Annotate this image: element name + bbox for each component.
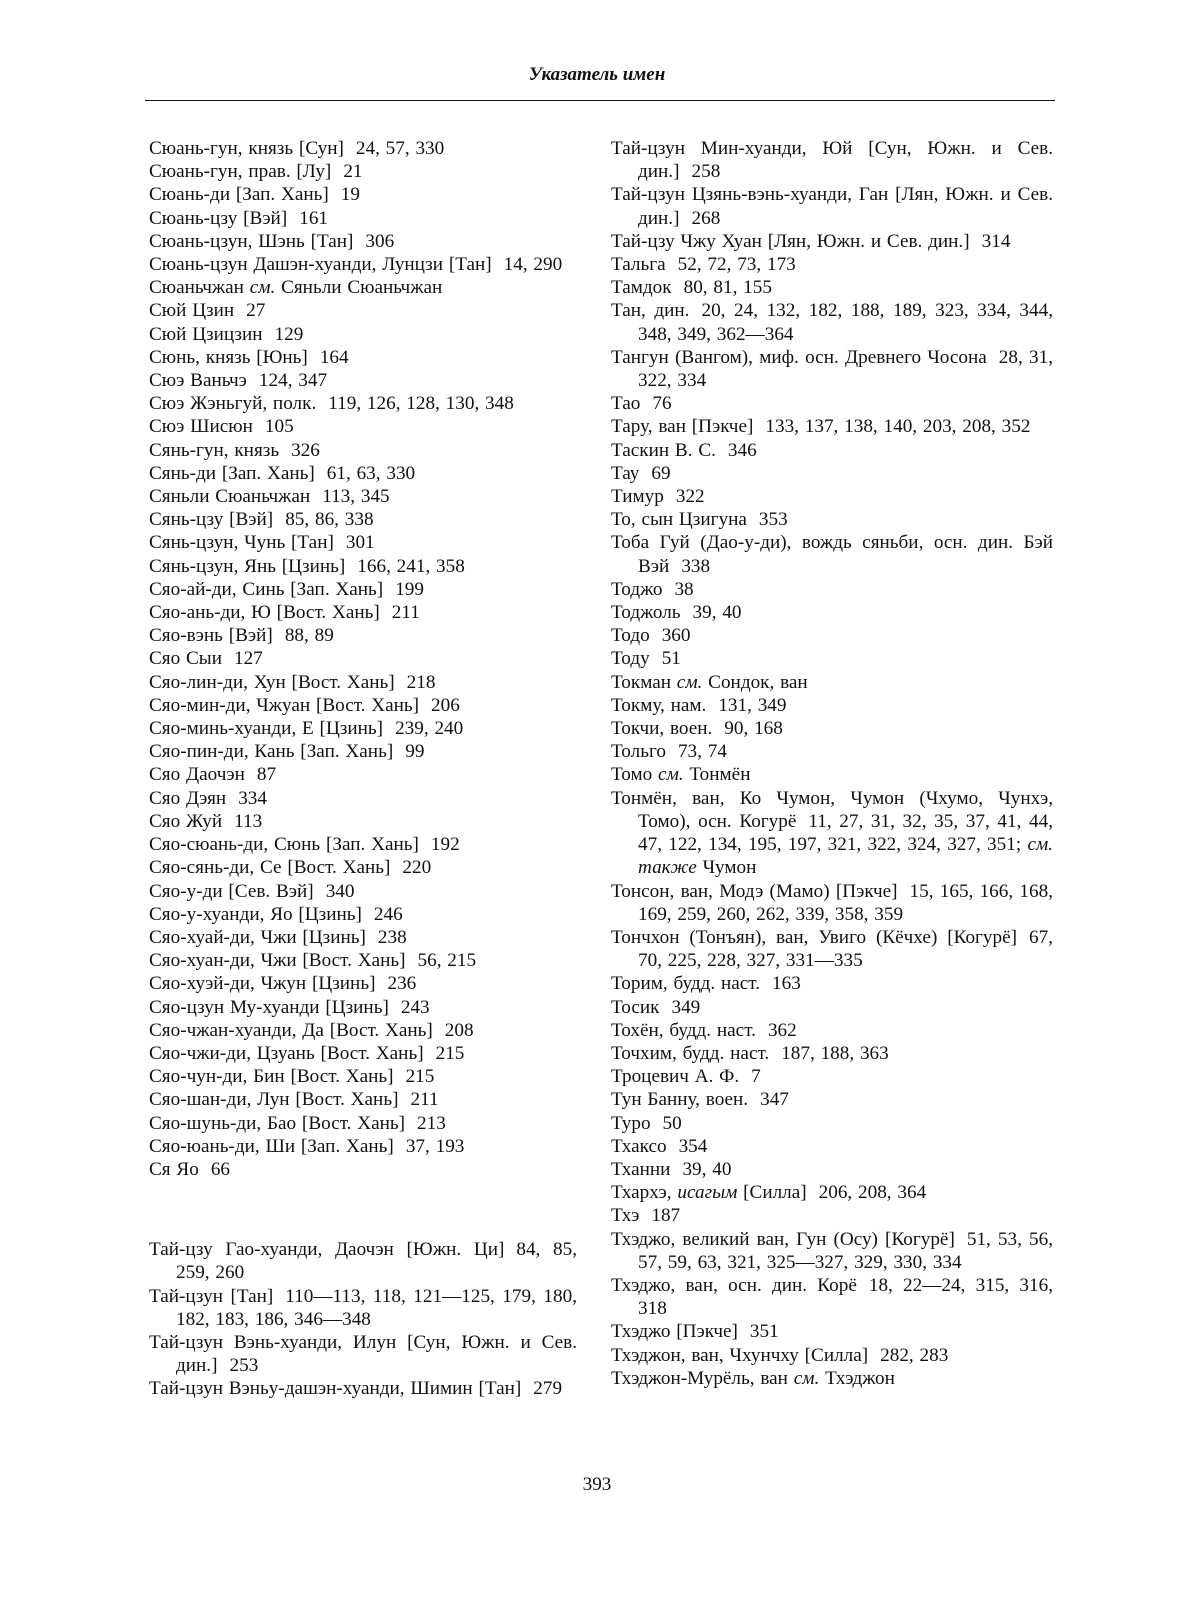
- entry-name: Тоду: [611, 648, 650, 670]
- page-number: 393: [582, 1474, 612, 1495]
- entry-name: Сяо Сыи: [149, 648, 222, 670]
- index-entry: [611, 230, 1053, 253]
- index-entry: [149, 1135, 577, 1158]
- entry-name: Сюань-ди [Зап. Хань]: [149, 184, 329, 206]
- entry-pages: 105: [264, 416, 294, 438]
- entry-name: Тан, дин.: [611, 300, 690, 322]
- entry-name: Тай-цзун Вэньу-дашэн-хуанди, Шимин [Тан]: [149, 1378, 522, 1400]
- entry-name: Тангун (Вангом), миф. осн. Древнего Чосона: [611, 346, 987, 368]
- entry-name: Тольго: [611, 741, 666, 763]
- entry-pages: 7: [751, 1066, 761, 1088]
- entry-pages: 67, 70, 225, 228, 327, 331—335: [638, 926, 1053, 972]
- entry-pages: 56, 215: [417, 950, 477, 972]
- entry-pages: 238: [377, 926, 407, 948]
- entry-pages: 20, 24, 132, 182, 188, 189, 323, 334, 344, 348, 349, 362—364: [638, 300, 1053, 345]
- entry-pages: 187, 188, 363: [781, 1042, 889, 1064]
- entry-pages: 243: [400, 996, 430, 1018]
- entry-pages: 133, 137, 138, 140, 203, 208, 352: [765, 416, 1031, 438]
- entry-pages: 73, 74: [677, 741, 727, 763]
- entry-name: То, сын Цзигуна: [611, 509, 747, 531]
- entry-pages: 353: [758, 509, 788, 531]
- entry-name: Сяо-у-хуанди, Яо [Цзинь]: [149, 903, 362, 925]
- index-entry: [611, 137, 1053, 183]
- index-entry: [149, 230, 577, 253]
- index-entry: [149, 624, 577, 647]
- entry-pages: 347: [760, 1089, 789, 1111]
- entry-name: Сяо-минь-хуанди, Е [Цзинь]: [149, 718, 384, 740]
- see-also-target: Чумон: [702, 857, 757, 879]
- see-reference-label: см.: [249, 277, 276, 299]
- entry-name: Сяо-сюань-ди, Сюнь [Зап. Хань]: [149, 834, 419, 856]
- entry-pages: 213: [417, 1112, 446, 1134]
- index-entry: [149, 833, 577, 856]
- entry-pages: 334: [238, 787, 267, 809]
- entry-pages: 119, 126, 128, 130, 348: [328, 393, 514, 415]
- index-entry: [611, 1158, 1053, 1181]
- entry-pages: 113: [234, 810, 263, 832]
- entry-name: Тай-цзун Вэнь-хуанди, Илун [Сун, Южн. и Сев. дин.]: [149, 1331, 577, 1377]
- entry-pages: 211: [391, 602, 420, 624]
- index-entry: [149, 1042, 577, 1065]
- see-reference-target: Тонмён: [689, 764, 751, 786]
- entry-name: Сяо-шан-ди, Лун [Вост. Хань]: [149, 1089, 399, 1111]
- index-entry: [149, 578, 577, 601]
- index-entry: [611, 926, 1053, 972]
- entry-name: Тонмён, ван, Ко Чумон, Чумон (Чхумо, Чунхэ, Томо), осн. Когурё: [611, 787, 1053, 832]
- entry-pages: 166, 241, 358: [357, 555, 465, 577]
- index-entry: [149, 787, 577, 810]
- index-entry: [611, 1228, 1053, 1274]
- index-entry: [149, 601, 577, 624]
- index-entry: [611, 439, 1053, 462]
- entry-name: Туро: [611, 1112, 651, 1134]
- entry-name: Тун Банну, воен.: [611, 1089, 749, 1111]
- entry-name: Сяо-юань-ди, Ши [Зап. Хань]: [149, 1135, 394, 1157]
- entry-pages: 346: [727, 439, 757, 461]
- entry-name: Сюань-цзун, Шэнь [Тан]: [149, 230, 354, 252]
- index-entry: [149, 183, 577, 206]
- entry-name: Тхэджо, ван, осн. дин. Корё: [611, 1274, 857, 1296]
- index-entry: [149, 485, 577, 508]
- index-entry: [611, 671, 1053, 694]
- index-entry: [611, 1065, 1053, 1088]
- entry-name: Тхархэ,: [611, 1182, 672, 1204]
- entry-pages: 18, 22—24, 315, 316, 318: [638, 1274, 1053, 1320]
- entry-title: исагым: [677, 1182, 738, 1204]
- entry-pages: 279: [533, 1378, 563, 1400]
- entry-name: Тхэджо [Пэкче]: [611, 1321, 738, 1343]
- entry-name: Тхэджо, великий ван, Гун (Осу) [Когурё]: [611, 1228, 955, 1250]
- entry-name: Сянь-цзун, Янь [Цзинь]: [149, 555, 346, 577]
- entry-pages: 253: [229, 1355, 259, 1377]
- entry-name: Ся Яо: [149, 1158, 199, 1180]
- index-entry: [149, 1112, 577, 1135]
- entry-name: Томо: [611, 764, 653, 786]
- index-entry: [149, 647, 577, 670]
- index-entry: [149, 763, 577, 786]
- entry-name: Сяо-ай-ди, Синь [Зап. Хань]: [149, 578, 384, 600]
- index-entry: [611, 1320, 1053, 1343]
- see-reference-label: см.: [676, 671, 703, 693]
- entry-name: Сяо-хуан-ди, Чжи [Вост. Хань]: [149, 950, 406, 972]
- index-entry: [611, 1204, 1053, 1227]
- entry-pages: 127: [233, 648, 263, 670]
- entry-name: Сяо-шунь-ди, Бао [Вост. Хань]: [149, 1112, 406, 1134]
- entry-name: Тхэджон, ван, Чхунчху [Силла]: [611, 1344, 869, 1366]
- entry-name: Тай-цзун Мин-хуанди, Юй [Сун, Южн. и Сев. дин.]: [611, 138, 1053, 183]
- entry-pages: 61, 63, 330: [326, 462, 416, 484]
- index-entry: [149, 1285, 577, 1331]
- entry-name: Токман: [611, 671, 671, 693]
- entry-pages: 206: [431, 694, 460, 716]
- index-entry: [149, 671, 577, 694]
- entry-pages: 164: [319, 346, 349, 368]
- entry-name: Тау: [611, 462, 640, 484]
- entry-name: Тхаксо: [611, 1135, 667, 1157]
- index-entry: [611, 462, 1053, 485]
- entry-name: Тару, ван [Пэкче]: [611, 416, 754, 438]
- index-entry: [611, 1112, 1053, 1135]
- entry-pages: 161: [299, 207, 328, 229]
- index-entry: [611, 253, 1053, 276]
- entry-name: Сяо-сянь-ди, Се [Вост. Хань]: [149, 857, 391, 879]
- entry-pages: 50: [662, 1112, 682, 1134]
- entry-name: Сяо-лин-ди, Хун [Вост. Хань]: [149, 671, 395, 693]
- entry-pages: 37, 193: [405, 1135, 465, 1157]
- entry-name: Тхэ: [611, 1205, 640, 1227]
- index-entry: [149, 415, 577, 438]
- index-entry: [611, 346, 1053, 392]
- entry-name: Сянь-цзу [Вэй]: [149, 509, 274, 531]
- entry-pages: 51: [661, 648, 681, 670]
- index-entry: [611, 1274, 1053, 1320]
- entry-name: Сюй Цзицзин: [149, 323, 263, 345]
- index-entry: [611, 276, 1053, 299]
- index-entry: [611, 531, 1053, 577]
- index-entry: [149, 207, 577, 230]
- index-entry: [611, 717, 1053, 740]
- index-entry: [611, 415, 1053, 438]
- entry-pages: 340: [325, 880, 355, 902]
- entry-name: Сюэ Ваньчэ: [149, 370, 247, 392]
- index-entry: [149, 346, 577, 369]
- entry-pages: 52, 72, 73, 173: [677, 254, 796, 276]
- index-entry: [611, 1135, 1053, 1158]
- index-entry: [611, 694, 1053, 717]
- entry-pages: 314: [981, 230, 1011, 252]
- entry-pages: 27: [246, 300, 266, 322]
- entry-name: Тальга: [611, 254, 666, 276]
- entry-name: Сюань-гун, князь [Сун]: [149, 138, 344, 159]
- entry-pages: 80, 81, 155: [683, 277, 772, 299]
- entry-name-tail: [Силла]: [743, 1182, 807, 1204]
- entry-pages: 38: [674, 578, 694, 600]
- index-entry: [149, 996, 577, 1019]
- entry-name: Сюаньчжан: [149, 277, 244, 299]
- entry-pages: 11, 27, 31, 32, 35, 37, 41, 44, 47, 122, 134, 195, 197, 321, 322, 324, 327, 351;: [638, 810, 1053, 856]
- index-entry: [149, 392, 577, 415]
- index-entry: [611, 299, 1053, 345]
- entry-pages: 124, 347: [258, 370, 328, 392]
- entry-name: Сюнь, князь [Юнь]: [149, 346, 308, 368]
- entry-pages: 220: [402, 857, 432, 879]
- entry-name: Сюй Цзин: [149, 300, 235, 322]
- running-head: Указатель имен: [528, 64, 666, 85]
- entry-name: Сяо Жуй: [149, 810, 223, 832]
- entry-pages: 90, 168: [724, 718, 783, 740]
- index-entry: [611, 508, 1053, 531]
- header-rule: [145, 100, 1055, 101]
- entry-name: Тоджоль: [611, 602, 681, 624]
- index-entry: [611, 1181, 1053, 1204]
- index-entry: [149, 1331, 577, 1377]
- entry-name: Сяо-чун-ди, Бин [Вост. Хань]: [149, 1066, 394, 1088]
- entry-name: Сюэ Жэньгуй, полк.: [149, 393, 317, 415]
- index-entry: [149, 1158, 577, 1181]
- entry-pages: 360: [661, 625, 691, 647]
- index-entry: [611, 996, 1053, 1019]
- index-entry: [149, 137, 577, 160]
- entry-pages: 349: [671, 996, 701, 1018]
- entry-pages: 218: [406, 671, 436, 693]
- entry-name: Тосик: [611, 996, 660, 1018]
- entry-pages: 19: [340, 184, 360, 206]
- entry-name: Сянь-гун, князь: [149, 439, 280, 461]
- entry-pages: 163: [772, 973, 801, 995]
- entry-pages: 66: [210, 1158, 230, 1180]
- entry-name: Тончхон (Тонъян), ван, Увиго (Кёчхе) [Когурё]: [611, 926, 1018, 948]
- entry-pages: 187: [651, 1205, 681, 1227]
- entry-pages: 113, 345: [322, 486, 390, 508]
- index-entry: [611, 485, 1053, 508]
- see-reference-label: см.: [793, 1367, 820, 1389]
- index-column-left: [149, 137, 577, 1401]
- see-also-label: см. также: [638, 834, 1053, 879]
- index-column-right: [611, 137, 1053, 1390]
- entry-name: Сюань-цзун Дашэн-хуанди, Лунцзи [Тан]: [149, 254, 492, 276]
- index-entry: [611, 1088, 1053, 1111]
- entry-name: Сюань-цзу [Вэй]: [149, 207, 288, 229]
- entry-name: Тоджо: [611, 578, 663, 600]
- entry-name: Сянь-ди [Зап. Хань]: [149, 462, 315, 484]
- index-entry: [611, 647, 1053, 670]
- entry-name: Токчи, воен.: [611, 718, 713, 740]
- entry-name: Сяо Даочэн: [149, 764, 245, 786]
- entry-pages: 131, 349: [718, 694, 787, 716]
- entry-name: Сюэ Шисюн: [149, 416, 253, 438]
- entry-pages: 306: [365, 230, 395, 252]
- entry-pages: 199: [395, 578, 424, 600]
- index-entry: [611, 787, 1053, 880]
- index-entry: [149, 694, 577, 717]
- entry-name: Точхим, будд. наст.: [611, 1042, 770, 1064]
- entry-pages: 362: [767, 1019, 797, 1041]
- index-entry: [149, 1377, 577, 1400]
- entry-name: Сяо-цзун Му-хуанди [Цзинь]: [149, 996, 389, 1018]
- entry-name: Сяо-чжан-хуанди, Да [Вост. Хань]: [149, 1019, 433, 1041]
- letter-group-gap: [149, 1181, 577, 1238]
- index-entry: [149, 856, 577, 879]
- see-reference-label: см.: [658, 764, 684, 786]
- entry-name: Сянь-цзун, Чунь [Тан]: [149, 532, 334, 554]
- entry-pages: 208: [444, 1019, 474, 1041]
- index-entry: [149, 740, 577, 763]
- index-entry: [149, 323, 577, 346]
- entry-name: Тхэджон-Мурёль, ван: [611, 1367, 788, 1389]
- entry-name: Тонсон, ван, Модэ (Мамо) [Пэкче]: [611, 880, 898, 902]
- entry-name: Сяо-хуэй-ди, Чжун [Цзинь]: [149, 973, 376, 995]
- entry-pages: 110—113, 118, 121—125, 179, 180, 182, 183, 186, 346—348: [176, 1285, 577, 1330]
- index-entry: [149, 508, 577, 531]
- entry-name: Тай-цзу Гао-хуанди, Даочэн [Южн. Ци]: [149, 1239, 505, 1261]
- index-entry: [149, 369, 577, 392]
- entry-pages: 354: [678, 1135, 708, 1157]
- entry-pages: 192: [430, 834, 460, 856]
- entry-name: Сюань-гун, прав. [Лу]: [149, 161, 332, 183]
- index-entry: [149, 439, 577, 462]
- entry-name: Тодо: [611, 625, 650, 647]
- entry-pages: 15, 165, 166, 168, 169, 259, 260, 262, 339, 358, 359: [638, 880, 1053, 925]
- entry-pages: 21: [343, 161, 363, 183]
- entry-pages: 322: [675, 486, 705, 508]
- index-entry: [611, 972, 1053, 995]
- entry-pages: 99: [405, 741, 425, 763]
- index-entry: [149, 810, 577, 833]
- entry-name: Сяо-вэнь [Вэй]: [149, 625, 273, 647]
- see-reference-target: Тхэджон: [825, 1367, 895, 1389]
- index-entry: [149, 1238, 577, 1284]
- entry-pages: 351: [749, 1321, 779, 1343]
- index-entry: [611, 392, 1053, 415]
- entry-pages: 76: [652, 393, 672, 415]
- entry-pages: 211: [410, 1089, 439, 1111]
- entry-pages: 338: [681, 555, 711, 577]
- entry-pages: 24, 57, 330: [355, 138, 445, 159]
- index-entry: [149, 926, 577, 949]
- index-entry: [149, 880, 577, 903]
- see-reference-target: Сяньли Сюаньчжан: [281, 277, 443, 299]
- index-entry: [149, 555, 577, 578]
- entry-name: Тай-цзун [Тан]: [149, 1285, 274, 1307]
- entry-pages: 69: [651, 462, 671, 484]
- entry-pages: 301: [345, 532, 375, 554]
- entry-pages: 239, 240: [395, 718, 464, 740]
- entry-pages: 14, 290: [503, 254, 563, 276]
- index-entry: [149, 717, 577, 740]
- entry-pages: 215: [405, 1066, 435, 1088]
- index-entry: [149, 1065, 577, 1088]
- entry-name: Троцевич А. Ф.: [611, 1066, 740, 1088]
- index-entry: [149, 903, 577, 926]
- entry-name: Сяо-ань-ди, Ю [Вост. Хань]: [149, 602, 380, 624]
- entry-name: Тай-цзу Чжу Хуан [Лян, Южн. и Сев. дин.]: [611, 230, 970, 252]
- entry-name: Тай-цзун Цзянь-вэнь-хуанди, Ган [Лян, Южн. и Сев. дин.]: [611, 184, 1053, 229]
- index-entry: [611, 1042, 1053, 1065]
- index-entry: [611, 1367, 1053, 1390]
- index-entry: [611, 601, 1053, 624]
- entry-name: Токму, нам.: [611, 694, 707, 716]
- index-entry: [611, 1344, 1053, 1367]
- entry-name: Сяо-у-ди [Сев. Вэй]: [149, 880, 314, 902]
- entry-pages: 258: [691, 161, 721, 183]
- entry-name: Сяо Дэян: [149, 787, 227, 809]
- entry-pages: 84, 85, 259, 260: [176, 1239, 578, 1284]
- entry-name: Сяньли Сюаньчжан: [149, 486, 311, 508]
- entry-pages: 51, 53, 56, 57, 59, 63, 321, 325—327, 329, 330, 334: [638, 1228, 1053, 1273]
- entry-pages: 28, 31, 322, 334: [638, 346, 1053, 392]
- entry-pages: 39, 40: [682, 1158, 732, 1180]
- entry-pages: 85, 86, 338: [285, 509, 374, 531]
- index-entry: [611, 578, 1053, 601]
- entry-name: Сяо-чжи-ди, Цзуань [Вост. Хань]: [149, 1042, 424, 1064]
- entry-name: Тохён, будд. наст.: [611, 1019, 756, 1041]
- entry-name: Тханни: [611, 1158, 671, 1180]
- index-entry: [149, 253, 577, 276]
- entry-pages: 88, 89: [284, 625, 334, 647]
- entry-pages: 268: [691, 207, 721, 229]
- entry-name: Тамдок: [611, 277, 672, 299]
- index-entry: [149, 160, 577, 183]
- entry-name: Торим, будд. наст.: [611, 973, 761, 995]
- entry-pages: 282, 283: [880, 1344, 949, 1366]
- index-entry: [149, 972, 577, 995]
- index-entry: [611, 880, 1053, 926]
- index-entry: [611, 183, 1053, 229]
- entry-name: Таскин В. С.: [611, 439, 716, 461]
- index-entry: [611, 740, 1053, 763]
- entry-pages: 129: [274, 323, 304, 345]
- entry-pages: 236: [387, 973, 417, 995]
- index-entry: [149, 1019, 577, 1042]
- index-entry: [611, 624, 1053, 647]
- entry-pages: 39, 40: [692, 602, 742, 624]
- entry-pages: 246: [373, 903, 403, 925]
- index-entry: [149, 299, 577, 322]
- entry-pages: 206, 208, 364: [818, 1182, 927, 1204]
- entry-name: Тимур: [611, 486, 664, 508]
- entry-name: Тао: [611, 393, 641, 415]
- index-entry: [149, 1088, 577, 1111]
- entry-pages: 215: [435, 1042, 465, 1064]
- entry-name: Сяо-мин-ди, Чжуан [Вост. Хань]: [149, 694, 420, 716]
- entry-pages: 326: [291, 439, 320, 461]
- index-entry: [611, 763, 1053, 786]
- entry-pages: 87: [256, 764, 277, 786]
- index-entry: [149, 276, 577, 299]
- index-entry: [611, 1019, 1053, 1042]
- index-entry: [149, 949, 577, 972]
- see-reference-target: Сондок, ван: [708, 671, 808, 693]
- entry-name: Сяо-хуай-ди, Чжи [Цзинь]: [149, 926, 366, 948]
- entry-name: Тоба Гуй (Дао-у-ди), вождь сяньби, осн. дин. Бэй Вэй: [611, 532, 1053, 577]
- index-entry: [149, 462, 577, 485]
- entry-name: Сяо-пин-ди, Кань [Зап. Хань]: [149, 741, 394, 763]
- index-entry: [149, 531, 577, 554]
